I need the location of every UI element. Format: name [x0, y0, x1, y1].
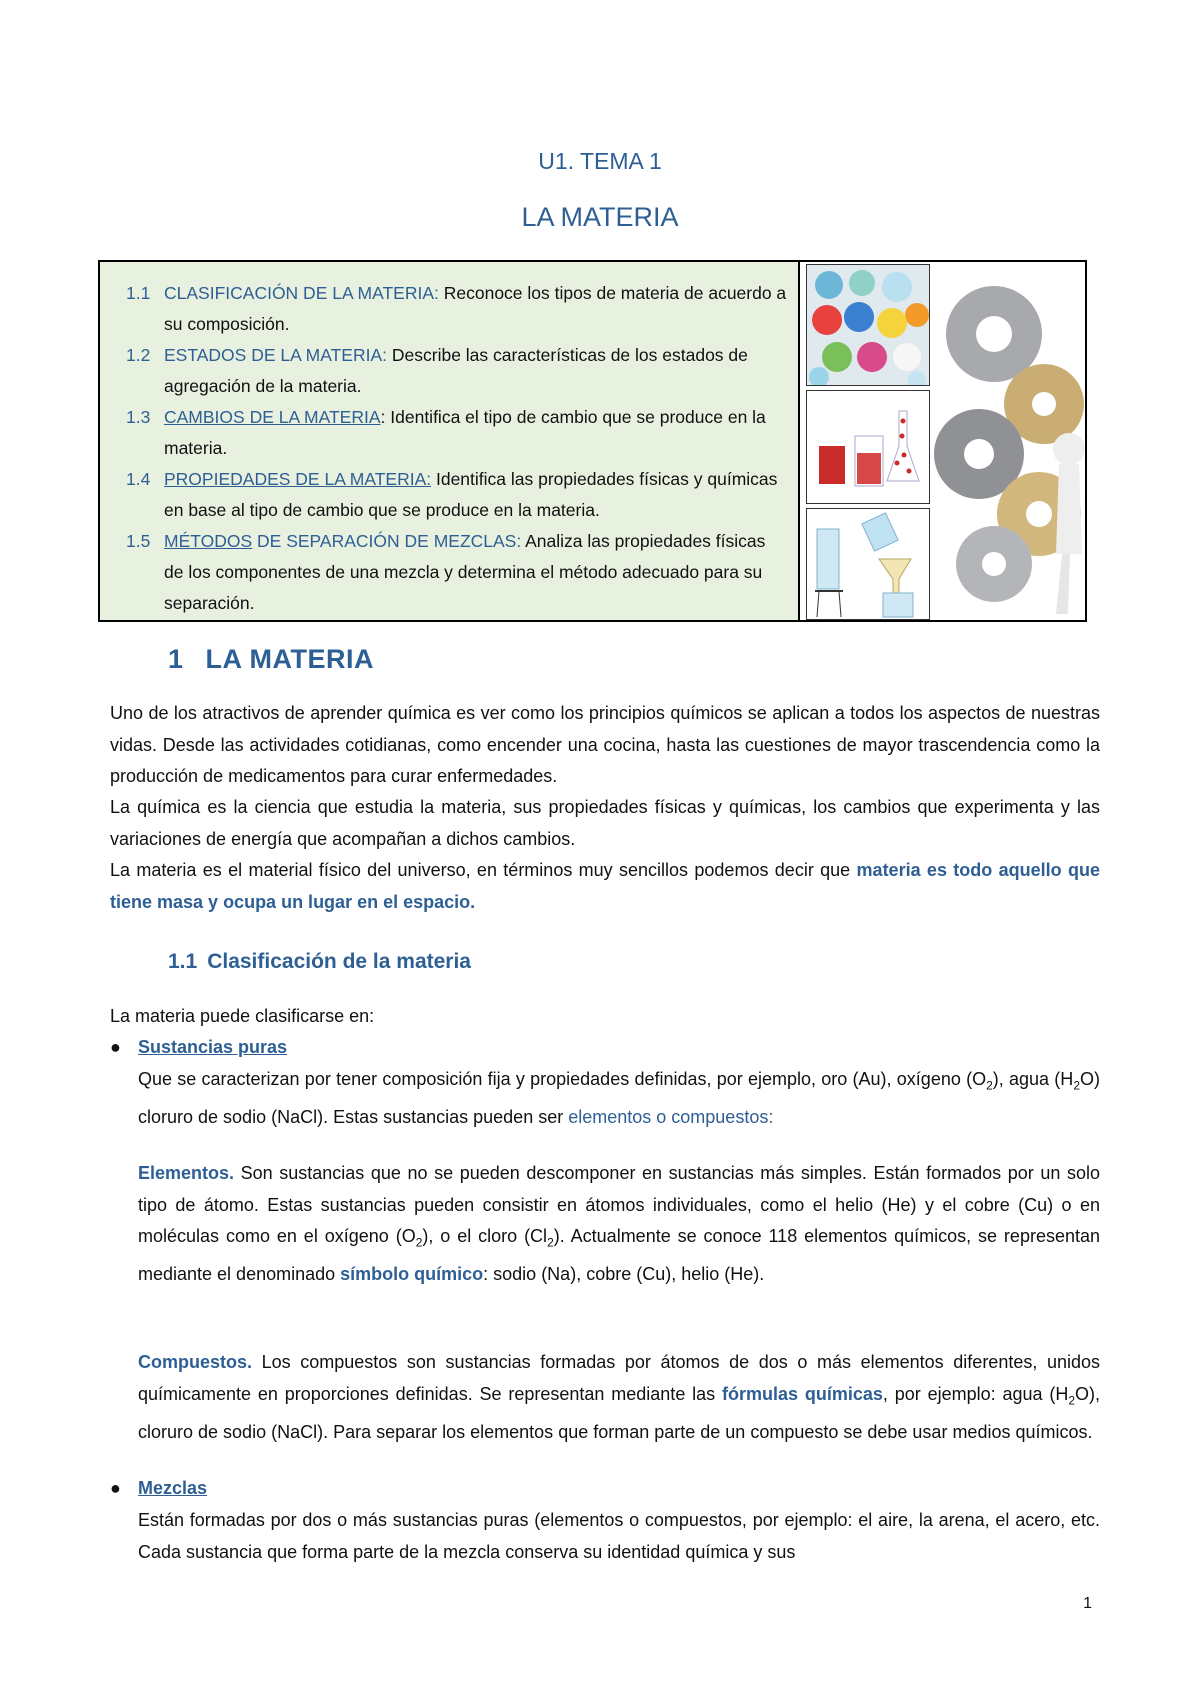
- objective-number: 1.4: [126, 469, 151, 489]
- objectives-list: [100, 262, 800, 620]
- objective-title: CLASIFICACIÓN DE LA MATERIA:: [164, 283, 439, 303]
- colored-particles-image: [806, 264, 930, 386]
- text-run: ), o el cloro (Cl: [422, 1226, 548, 1246]
- objective-text: Analiza las propiedades físicas de los componentes de una mezcla y determina el método adecuado para su separación.: [164, 531, 766, 613]
- objective-title: ESTADOS DE LA MATERIA:: [164, 345, 388, 365]
- objective-item: [126, 278, 788, 340]
- gears-figure-image: [934, 264, 1085, 620]
- term-label: Compuestos.: [138, 1352, 253, 1372]
- bullet-label: Sustancias puras: [138, 1037, 288, 1057]
- section-number: 1: [168, 644, 184, 674]
- separation-lab-image: [806, 508, 930, 620]
- text-run: O) cloruro de sodio (NaCl). Estas sustancias pueden ser: [138, 1069, 1100, 1128]
- paragraph: [138, 1064, 1100, 1134]
- text-run: , por ejemplo: agua (H: [882, 1383, 1069, 1404]
- objective-number: 1.5: [126, 531, 151, 551]
- subscript: 2: [547, 1235, 554, 1250]
- objective-title: DE SEPARACIÓN DE MEZCLAS:: [252, 531, 522, 551]
- text-run: ), agua (H: [992, 1069, 1074, 1089]
- subscript: 2: [1068, 1393, 1076, 1408]
- bullet-icon: ●: [110, 1478, 121, 1498]
- subscript: 2: [415, 1235, 423, 1250]
- paragraph: [138, 1158, 1100, 1291]
- objective-text: Describe las características de los estados de agregación de la materia.: [164, 345, 748, 396]
- objective-item: [126, 340, 788, 402]
- paragraph: La materia puede clasificarse en:: [110, 1006, 375, 1026]
- objective-title-link[interactable]: PROPIEDADES DE LA MATERIA:: [164, 469, 432, 489]
- section-title: LA MATERIA: [205, 644, 375, 674]
- states-of-matter-image: [806, 390, 930, 504]
- subsection-number: 1.1: [168, 950, 198, 973]
- objective-item: [126, 526, 788, 619]
- unit-title: U1. TEMA 1: [538, 148, 662, 174]
- objective-title-link[interactable]: CAMBIOS DE LA MATERIA: [164, 407, 381, 427]
- text-run: O), cloruro de sodio (NaCl). Para separar los elementos que forman parte de un compuesto se debe usar medios químicos.: [138, 1383, 1101, 1442]
- objective-text: Identifica las propiedades físicas y químicas en base al tipo de cambio que se produce en la materia.: [164, 469, 778, 520]
- text-run: ). Actualmente se conoce 118 elementos químicos, se representan mediante el denominado: [138, 1226, 1101, 1285]
- text-run: : sodio (Na), cobre (Cu), helio (He).: [483, 1264, 765, 1285]
- subscript: 2: [1073, 1078, 1080, 1093]
- objective-number: 1.3: [126, 407, 151, 427]
- objective-item: [126, 464, 788, 526]
- paragraph: [110, 855, 1100, 918]
- bullet-label: Mezclas: [138, 1478, 208, 1498]
- objective-title-link[interactable]: MÉTODOS: [164, 531, 253, 551]
- bullet-icon: ●: [110, 1037, 121, 1057]
- term-label: Elementos.: [138, 1163, 235, 1183]
- term-highlight: símbolo químico: [340, 1264, 484, 1285]
- subsection-title: Clasificación de la materia: [207, 950, 471, 973]
- illustrations: [800, 262, 1087, 620]
- subsection-heading: [168, 950, 471, 974]
- text-run: Son sustancias que no se pueden descomponer en sustancias más simples. Están formados por un solo tipo de átomo. Estas sustancias pueden consistir en átomos individuales, como el helio (He) y el cobre (Cu) o en moléculas como en el oxígeno (O: [138, 1163, 1100, 1246]
- text-run: Los compuestos son sustancias formadas por átomos de dos o más elementos diferentes, unidos químicamente en proporciones definidas. Se representan mediante las: [138, 1352, 1100, 1404]
- paragraph: La química es la ciencia que estudia la materia, sus propiedades físicas y químicas, los cambios que experimenta y las variaciones de energía que acompañan a dichos cambios.: [110, 797, 1100, 849]
- term-highlight: fórmulas químicas: [722, 1383, 883, 1404]
- text-run: Que se caracterizan por tener composición fija y propiedades definidas, por ejemplo, oro (Au), oxígeno (O: [138, 1069, 987, 1089]
- subscript: 2: [986, 1078, 993, 1093]
- text-highlight: elementos o compuestos:: [568, 1107, 774, 1128]
- main-title: LA MATERIA: [521, 202, 679, 232]
- objective-text: : Identifica el tipo de cambio que se produce en la materia.: [164, 407, 766, 458]
- section-heading: [168, 644, 374, 675]
- objective-text: Reconoce los tipos de materia de acuerdo a su composición.: [164, 283, 787, 334]
- objective-number: 1.2: [126, 345, 151, 365]
- objective-number: 1.1: [126, 283, 151, 303]
- paragraph: Uno de los atractivos de aprender química es ver como los principios químicos se aplican a todos los aspectos de nuestras vidas. Desde las actividades cotidianas, como encender una cocina, hasta las cuestiones de mayor trascendencia como la producción de medicamentos para curar enfermedades.: [110, 703, 1100, 786]
- page-number: 1: [1083, 1595, 1092, 1612]
- definition-highlight: materia es todo aquello que tiene masa y ocupa un lugar en el espacio.: [110, 860, 1100, 912]
- paragraph-text: La materia es el material físico del universo, en términos muy sencillos podemos decir que: [110, 860, 857, 880]
- paragraph: Están formadas por dos o más sustancias puras (elementos o compuestos, por ejemplo: el aire, la arena, el acero, etc. Cada sustancia que forma parte de la mezcla conserva su identidad química y sus: [138, 1510, 1100, 1562]
- paragraph: [138, 1347, 1100, 1448]
- objectives-box: [98, 260, 1087, 622]
- objective-item: [126, 402, 788, 464]
